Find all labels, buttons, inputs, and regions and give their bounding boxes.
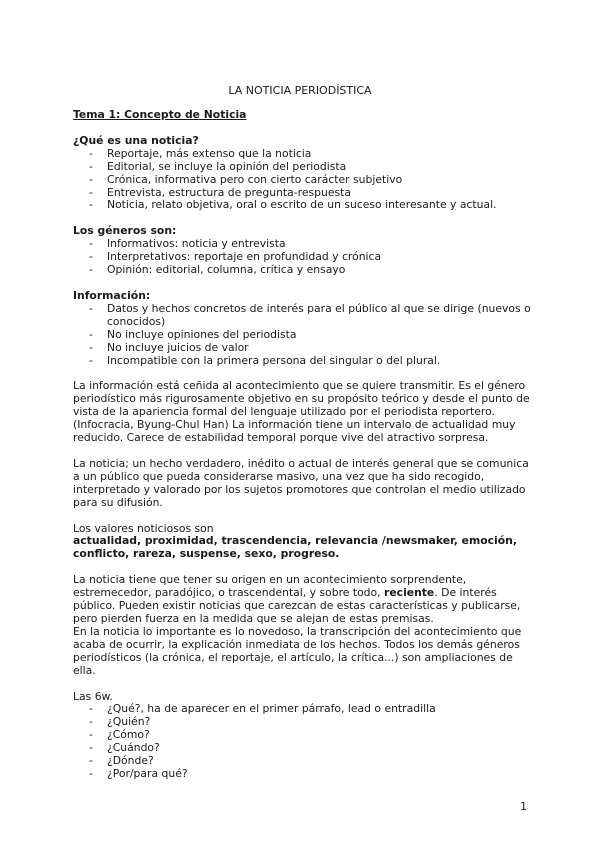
list-item: - ¿Qué?, ha de aparecer en el primer párrafo, lead o entradilla: [73, 703, 533, 716]
section-generos: [73, 225, 533, 277]
list-item: - No incluye juicios de valor: [73, 342, 533, 355]
dash-list: [73, 238, 533, 277]
list-item: - No incluye opiniones del periodista: [73, 329, 533, 342]
list-item: - ¿Dónde?: [73, 755, 533, 768]
dash-list: [73, 148, 533, 213]
document-body: [73, 109, 533, 781]
topic-heading: Tema 1: Concepto de Noticia: [73, 108, 247, 121]
valores-intro: Los valores noticiosos son: [73, 521, 214, 535]
section-heading: Los géneros son:: [73, 224, 177, 238]
list-item: - Reportaje, más extenso que la noticia: [73, 148, 533, 161]
paragraph: La noticia; un hecho verdadero, inédito o actual de interés general que se comunica a un público que pueda considerarse masivo, una vez que ha sido recogido, interpretado y valorado por los sujetos promotores que controlan el medio utilizado para su difusión.: [73, 456, 529, 509]
emphasis-text: reciente: [384, 586, 435, 600]
page-title: LA NOTICIA PERIODÍSTICA: [228, 84, 372, 97]
section-heading: ¿Qué es una noticia?: [73, 133, 199, 147]
list-item: - Opinión: editorial, columna, crítica y ensayo: [73, 264, 533, 277]
dash-list: [73, 703, 533, 780]
list-item: - ¿Cuándo?: [73, 742, 533, 755]
list-item: - Entrevista, estructura de pregunta-respuesta: [73, 187, 533, 200]
list-item: - Datos y hechos concretos de interés para el público al que se dirige (nuevos o conocidos): [73, 303, 533, 329]
section-heading: Información:: [73, 288, 151, 302]
section-6w: [73, 691, 533, 781]
paragraph: [73, 574, 533, 626]
dash-list: [73, 303, 533, 368]
section-valores: [73, 523, 533, 562]
section-heading: Las 6w.: [73, 689, 113, 703]
paragraph-text: . De interés público. Pueden existir noticias que carezcan de estas características y publicarse, pero pierden fuerza en la medida que se alejan de estas premisas.: [73, 586, 521, 625]
valores-list: actualidad, proximidad, trascendencia, relevancia /newsmaker, emoción, conflicto, rareza, suspense, sexo, progreso.: [73, 534, 517, 561]
list-item: - Informativos: noticia y entrevista: [73, 238, 533, 251]
list-item: - Noticia, relato objetiva, oral o escrito de un suceso interesante y actual.: [73, 199, 533, 212]
paragraph: La información está ceñida al acontecimiento que se quiere transmitir. Es el género periodístico más rigurosamente objetivo en su propósito teórico y desde el punto de vista de la apariencia formal del lenguaje utilizado por el periodista reportero. (Infocracia, Byung-Chul Han) La información tiene un intervalo de actualidad muy reducido. Carece de estabilidad temporal porque vive del atractivo sorpresa.: [73, 379, 530, 445]
section-informacion: [73, 290, 533, 367]
list-item: - ¿Cómo?: [73, 729, 533, 742]
section-que-es: [73, 135, 533, 212]
list-item: - Editorial, se incluye la opinión del periodista: [73, 161, 533, 174]
paragraph-text: La noticia tiene que tener su origen en un acontecimiento sorprendente, estremecedor, paradójico, o trascendental, y sobre todo,: [73, 573, 467, 600]
list-item: - Interpretativos: reportaje en profundidad y crónica: [73, 251, 533, 264]
list-item: - ¿Por/para qué?: [73, 768, 533, 781]
list-item: - ¿Quién?: [73, 716, 533, 729]
list-item: - Incompatible con la primera persona del singular o del plural.: [73, 355, 533, 368]
list-item: - Crónica, informativa pero con cierto carácter subjetivo: [73, 174, 533, 187]
page-number: 1: [520, 800, 527, 813]
paragraph: En la noticia lo importante es lo novedoso, la transcripción del acontecimiento que acaba de ocurrir, la explicación inmediata de los hechos. Todos los demás géneros periodísticos (la crónica, el reportaje, el artículo, la crítica...) son ampliaciones de ella.: [73, 624, 522, 677]
